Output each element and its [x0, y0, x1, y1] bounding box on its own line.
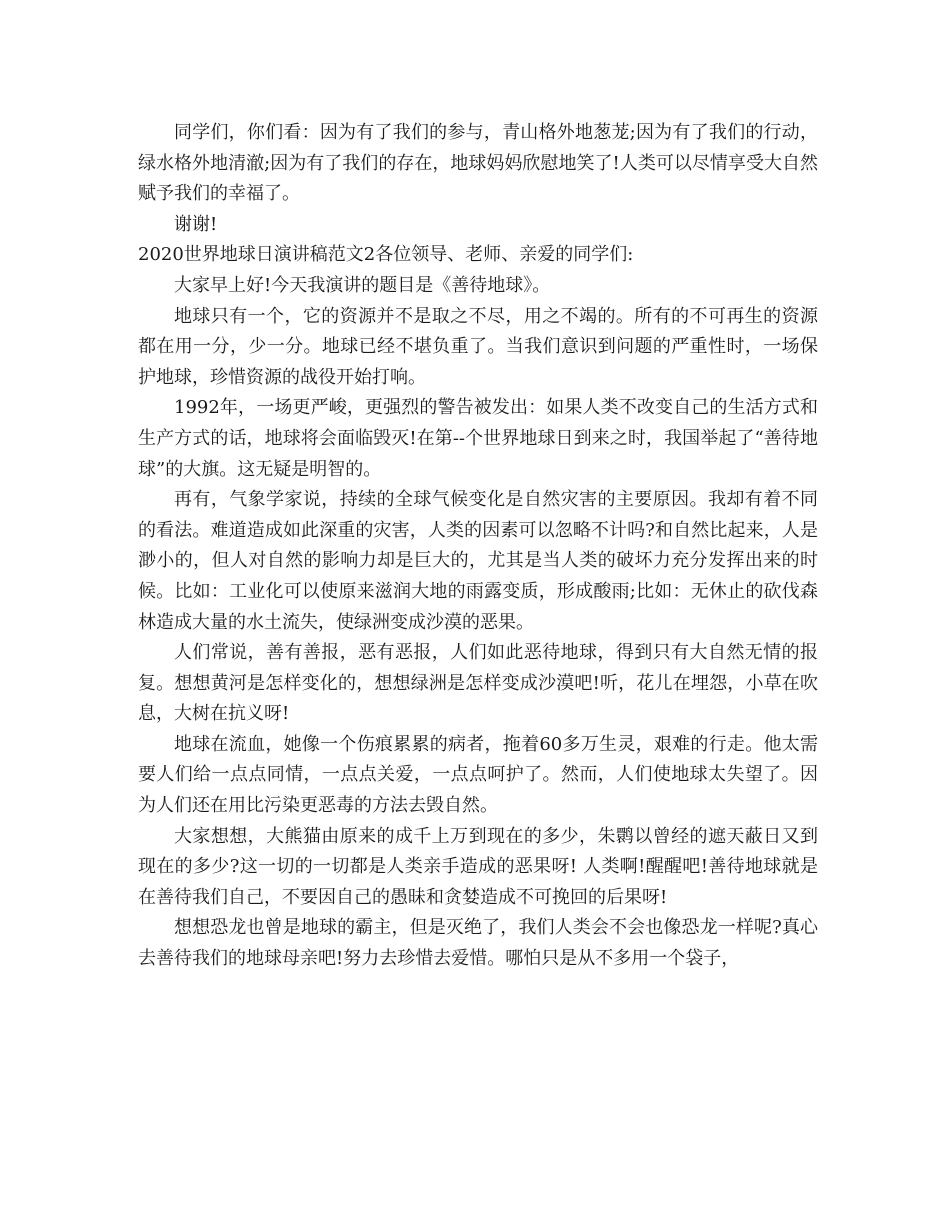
paragraph-6: 再有，气象学家说，持续的全球气候变化是自然灾害的主要原因。我却有着不同的看法。难道造成如此深重的灾害，人类的因素可以忽略不计吗?和自然比起来，人是渺小的，但人对自然的影响力却是巨大的，尤其是当人类的破坏力充分发挥出来的时候。比如：工业化可以使原来滋润大地的雨露变质，形成酸雨;比如：无休止的砍伐森林造成大量的水土流失，使绿洲变成沙漠的恶果。 — [138, 489, 818, 633]
paragraph-8: 地球在流血，她像一个伤痕累累的病者，拖着60多万生灵，艰难的行走。他太需要人们给一点点同情，一点点关爱，一点点呵护了。然而，人们使地球太失望了。因为人们还在用比污染更恶毒的方法去毁自然。 — [138, 733, 818, 817]
paragraph-4: 地球只有一个，它的资源并不是取之不尽，用之不竭的。所有的不可再生的资源都在用一分，少一分。地球已经不堪负重了。当我们意识到问题的严重性时，一场保护地球，珍惜资源的战役开始打响。 — [138, 305, 818, 388]
paragraph-5: 1992年，一场更严峻，更强烈的警告被发出：如果人类不改变自己的生活方式和生产方式的话，地球将会面临毁灭!在第--个世界地球日到来之时，我国举起了“善待地球”的大旗。这无疑是明智的。 — [138, 397, 818, 480]
document-body — [138, 118, 818, 975]
section-heading: 2020世界地球日演讲稿范文2各位领导、老师、亲爱的同学们: — [138, 244, 634, 266]
paragraph-3: 大家早上好!今天我演讲的题目是《善待地球》。 — [174, 274, 551, 296]
paragraph-10: 想想恐龙也曾是地球的霸主，但是灭绝了，我们人类会不会也像恐龙一样呢?真心去善待我们的地球母亲吧!努力去珍惜去爱惜。哪怕只是从不多用一个袋子， — [138, 917, 818, 970]
paragraph-7: 人们常说，善有善报，恶有恶报，人们如此恶待地球，得到只有大自然无情的报复。想想黄河是怎样变化的，想想绿洲是怎样变成沙漠吧!听，花儿在埋怨，小草在吹息，大树在抗义呀! — [138, 642, 818, 725]
paragraph-1: 同学们，你们看：因为有了我们的参与，青山格外地葱茏;因为有了我们的行动，绿水格外地清澈;因为有了我们的存在，地球妈妈欣慰地笑了!人类可以尽情享受大自然赋予我们的幸福了。 — [138, 122, 818, 205]
paragraph-2: 谢谢! — [174, 213, 218, 235]
paragraph-9: 大家想想，大熊猫由原来的成千上万到现在的多少，朱鹮以曾经的遮天蔽日又到现在的多少?这一切的一切都是人类亲手造成的恶果呀! 人类啊!醒醒吧!善待地球就是在善待我们自己，不要因自己的愚昧和贪婪造成不可挽回的后果呀! — [138, 825, 818, 908]
